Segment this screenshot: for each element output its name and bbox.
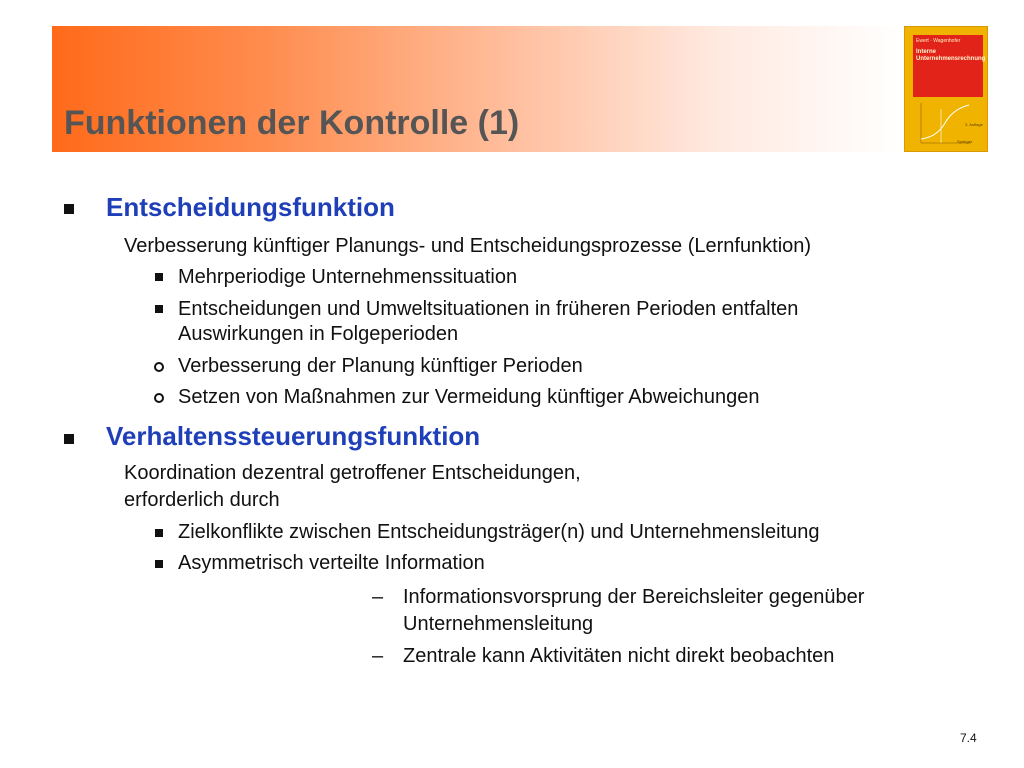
book-title	[916, 49, 985, 63]
section-2-subitem-2-dash: –	[372, 645, 384, 667]
section-1-bullet	[64, 204, 74, 214]
book-title-line-2: Unternehmensrechnung	[916, 56, 986, 62]
section-2-bullet	[64, 434, 74, 444]
section-1-item-4-bullet	[154, 393, 164, 403]
book-author: Ewert · Wagenhofer	[916, 38, 961, 44]
book-publisher: Springer	[957, 139, 973, 144]
section-1-item-3-bullet	[154, 362, 164, 372]
section-1-item-1: Mehrperiodige Unternehmenssituation	[178, 266, 518, 288]
section-2-item-2-bullet	[155, 560, 163, 568]
section-1-item-2: Entscheidungen und Umweltsituationen in früheren Perioden entfalten	[178, 298, 799, 320]
section-2-subitem-1: Informationsvorsprung der Bereichsleiter gegenüber	[403, 586, 865, 608]
section-1-item-2-bullet	[155, 305, 163, 313]
slide-title: Funktionen der Kontrolle (1)	[64, 104, 520, 142]
section-2-intro-line-1: Koordination dezentral getroffener Entscheidungen,	[124, 462, 581, 484]
section-2-subitem-2: Zentrale kann Aktivitäten nicht direkt beobachten	[403, 645, 835, 667]
book-cover-image	[904, 26, 988, 152]
section-2-item-1: Zielkonflikte zwischen Entscheidungsträger(n) und Unternehmensleitung	[178, 521, 820, 543]
section-2-intro-line-2: erforderlich durch	[124, 489, 280, 511]
page-number: 7.4	[960, 731, 977, 745]
section-1-item-4: Setzen von Maßnahmen zur Vermeidung künftiger Abweichungen	[178, 386, 760, 408]
section-2-subitem-1-continued: Unternehmensleitung	[403, 613, 594, 635]
section-1-item-1-bullet	[155, 273, 163, 281]
section-1-item-2-continued: Auswirkungen in Folgeperioden	[178, 323, 459, 345]
section-2-item-1-bullet	[155, 529, 163, 537]
section-2-heading: Verhaltenssteuerungsfunktion	[106, 421, 481, 451]
book-title-line-1: Interne	[916, 49, 937, 55]
section-1-intro: Verbesserung künftiger Planungs- und Entscheidungsprozesse (Lernfunktion)	[124, 235, 812, 257]
book-edition: 3. Auflage	[965, 122, 983, 127]
section-2-subitem-1-dash: –	[372, 586, 384, 608]
section-1-heading: Entscheidungsfunktion	[106, 192, 395, 222]
section-2-item-2: Asymmetrisch verteilte Information	[178, 552, 485, 574]
book-cover-red-panel	[913, 35, 986, 97]
section-1-item-3: Verbesserung der Planung künftiger Perioden	[178, 355, 583, 377]
